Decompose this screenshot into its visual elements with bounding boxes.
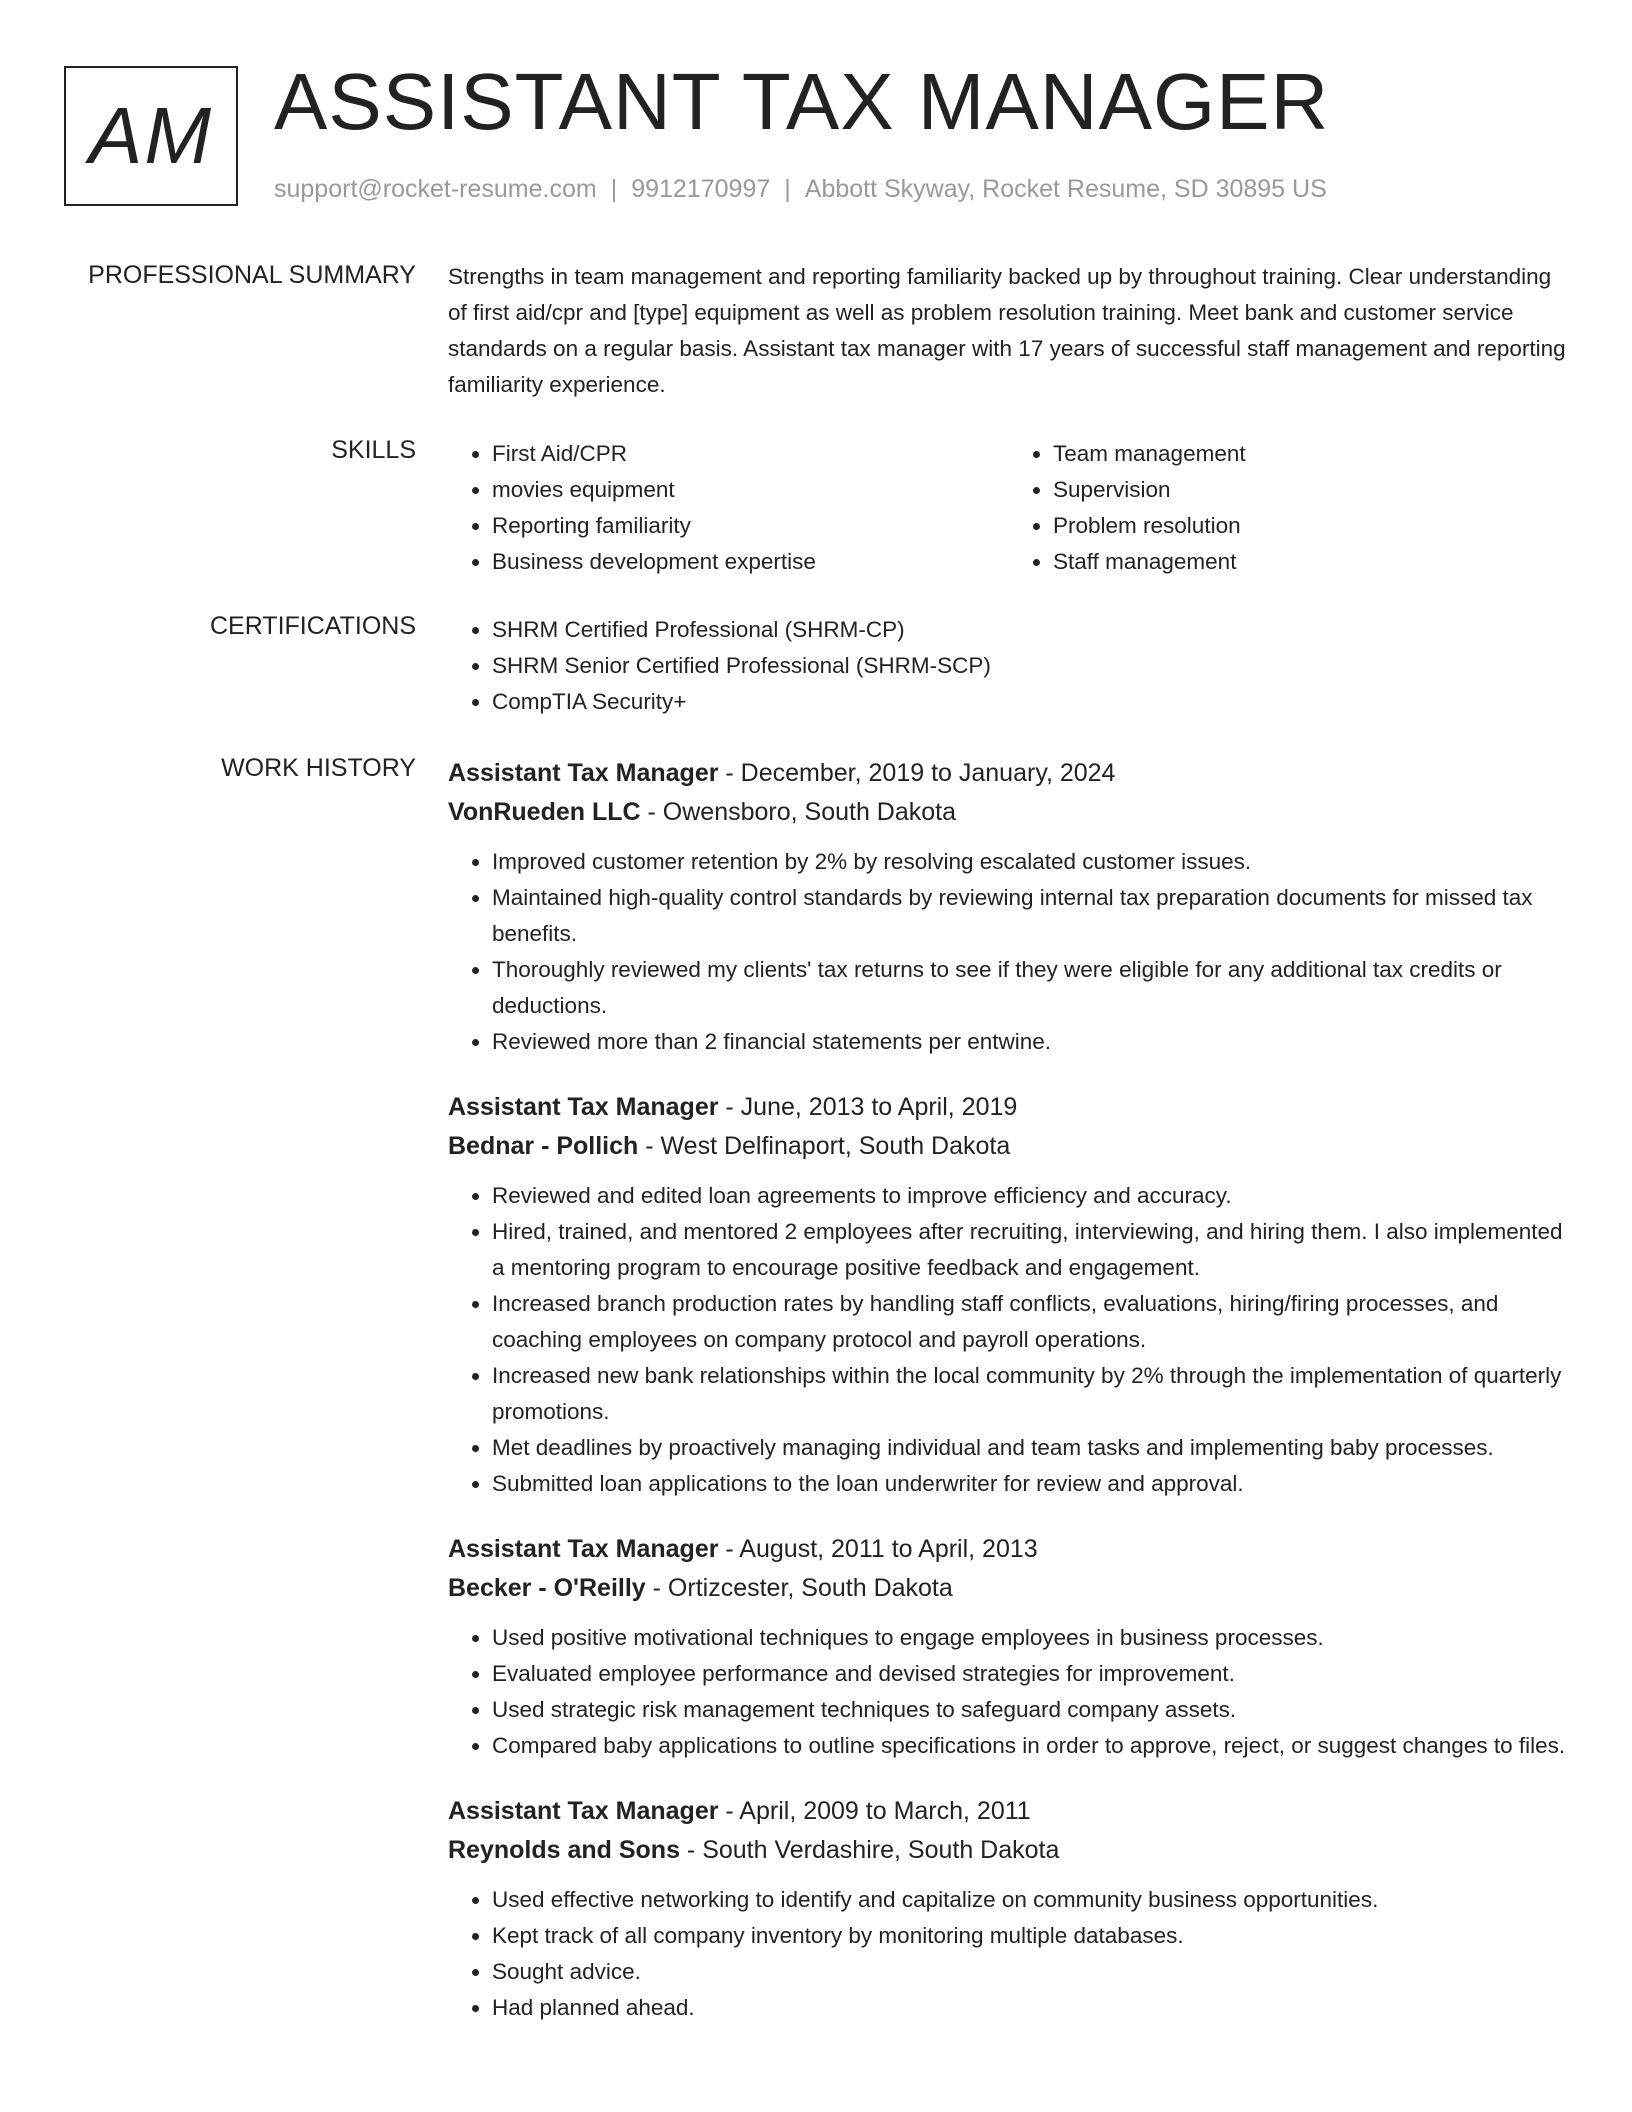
monogram-box: [64, 66, 238, 206]
job-bullet: • Had planned ahead.: [492, 1990, 1570, 2026]
skill-item: • Team management: [1053, 436, 1570, 472]
certifications-body: [448, 612, 1570, 720]
job-title: Assistant Tax Manager: [448, 1093, 719, 1121]
job-company: Becker - O'Reilly: [448, 1574, 646, 1602]
job-location: - Owensboro, South Dakota: [640, 798, 957, 826]
job-bullet: • Improved customer retention by 2% by resolving escalated customer issues.: [492, 844, 1570, 880]
job-entry: [448, 1088, 1570, 1502]
job-bullet: • Compared baby applications to outline specifications in order to approve, reject, or suggest changes to files.: [492, 1728, 1570, 1764]
skill-item: • Problem resolution: [1053, 508, 1570, 544]
job-title: Assistant Tax Manager: [448, 1797, 719, 1825]
skill-item: • Staff management: [1053, 544, 1570, 580]
job-bullet: • Increased branch production rates by handling staff conflicts, evaluations, hiring/firing processes, and coaching employees on company protocol and payroll operations.: [492, 1286, 1570, 1358]
job-dates: - June, 2013 to April, 2019: [718, 1093, 1018, 1121]
monogram-initials: AM: [89, 91, 213, 180]
job-company-line: [448, 1568, 1570, 1608]
job-title: Assistant Tax Manager: [448, 759, 719, 787]
job-bullet: • Submitted loan applications to the loan underwriter for review and approval.: [492, 1466, 1570, 1502]
certification-item: • SHRM Certified Professional (SHRM-CP): [492, 612, 1570, 648]
job-title-line: [448, 1792, 1570, 1830]
skills-right-list: [1009, 436, 1570, 580]
job-bullets: [448, 844, 1570, 1060]
job-dates: - December, 2019 to January, 2024: [718, 759, 1116, 787]
contact-separator: |: [784, 175, 791, 203]
job-bullet: • Reviewed and edited loan agreements to improve efficiency and accuracy.: [492, 1178, 1570, 1214]
job-bullet: • Maintained high-quality control standards by reviewing internal tax preparation documents for missed tax benefits.: [492, 880, 1570, 952]
skill-item: • Reporting familiarity: [492, 508, 1009, 544]
summary-body: [448, 259, 1570, 403]
work-history-label: WORK HISTORY: [221, 754, 416, 782]
skill-item: • First Aid/CPR: [492, 436, 1009, 472]
job-company-line: [448, 1830, 1570, 1870]
job-location: - Ortizcester, South Dakota: [645, 1574, 953, 1602]
job-title: Assistant Tax Manager: [448, 1535, 719, 1563]
job-bullet: • Used strategic risk management techniques to safeguard company assets.: [492, 1692, 1570, 1728]
job-company-line: [448, 1126, 1570, 1166]
job-entry: [448, 1530, 1570, 1764]
contact-phone: 9912170997: [631, 175, 771, 203]
job-entry: [448, 1792, 1570, 2026]
job-company: Reynolds and Sons: [448, 1836, 680, 1864]
job-title-line: [448, 754, 1570, 792]
certification-item: • CompTIA Security+: [492, 684, 1570, 720]
certifications-list: [448, 612, 1570, 720]
contact-address: Abbott Skyway, Rocket Resume, SD 30895 US: [804, 175, 1327, 203]
job-bullet: • Evaluated employee performance and devised strategies for improvement.: [492, 1656, 1570, 1692]
job-bullet: • Thoroughly reviewed my clients' tax returns to see if they were eligible for any additional tax credits or deductions.: [492, 952, 1570, 1024]
job-bullet: • Used positive motivational techniques to engage employees in business processes.: [492, 1620, 1570, 1656]
resume-title: ASSISTANT TAX MANAGER: [274, 57, 1330, 146]
job-bullet: • Hired, trained, and mentored 2 employees after recruiting, interviewing, and hiring them. I also implemented a mentoring program to encourage positive feedback and engagement.: [492, 1214, 1570, 1286]
job-bullets: [448, 1620, 1570, 1764]
skills-left-list: [448, 436, 1009, 580]
job-bullet: • Sought advice.: [492, 1954, 1570, 1990]
contact-email: support@rocket-resume.com: [274, 175, 597, 203]
job-company-line: [448, 792, 1570, 832]
job-location: - South Verdashire, South Dakota: [679, 1836, 1060, 1864]
job-title-line: [448, 1530, 1570, 1568]
job-bullets: [448, 1882, 1570, 2026]
summary-label: PROFESSIONAL SUMMARY: [88, 261, 416, 289]
job-bullets: [448, 1178, 1570, 1502]
job-bullet: • Used effective networking to identify and capitalize on community business opportunities.: [492, 1882, 1570, 1918]
contact-separator: |: [610, 175, 618, 203]
job-location: - West Delfinaport, South Dakota: [638, 1132, 1011, 1160]
skill-item: • Business development expertise: [492, 544, 1009, 580]
job-bullet: • Increased new bank relationships within the local community by 2% through the implementation of quarterly promotions.: [492, 1358, 1570, 1430]
job-bullet: • Kept track of all company inventory by monitoring multiple databases.: [492, 1918, 1570, 1954]
job-dates: - April, 2009 to March, 2011: [718, 1797, 1031, 1825]
certification-item: • SHRM Senior Certified Professional (SHRM-SCP): [492, 648, 1570, 684]
contact-line: [274, 175, 1327, 204]
job-dates: - August, 2011 to April, 2013: [718, 1535, 1038, 1563]
certifications-label: CERTIFICATIONS: [209, 612, 416, 640]
skills-body: [448, 436, 1570, 580]
job-company: Bednar - Pollich: [448, 1132, 639, 1160]
work-history-body: [448, 754, 1570, 2054]
skill-item: • Supervision: [1053, 472, 1570, 508]
skill-item: • movies equipment: [492, 472, 1009, 508]
job-bullet: • Met deadlines by proactively managing individual and team tasks and implementing baby processes.: [492, 1430, 1570, 1466]
job-company: VonRueden LLC: [448, 798, 641, 826]
job-entry: [448, 754, 1570, 1060]
skills-label: SKILLS: [331, 436, 416, 464]
summary-text: Strengths in team management and reporting familiarity backed up by throughout training. Clear understanding of first aid/cpr and [type] equipment as well as problem resolution training. Meet bank and customer service standards on a regular basis. Assistant tax manager with 17 years of successful staff management and reporting familiarity experience.: [448, 264, 1566, 397]
job-bullet: • Reviewed more than 2 financial statements per entwine.: [492, 1024, 1570, 1060]
job-title-line: [448, 1088, 1570, 1126]
